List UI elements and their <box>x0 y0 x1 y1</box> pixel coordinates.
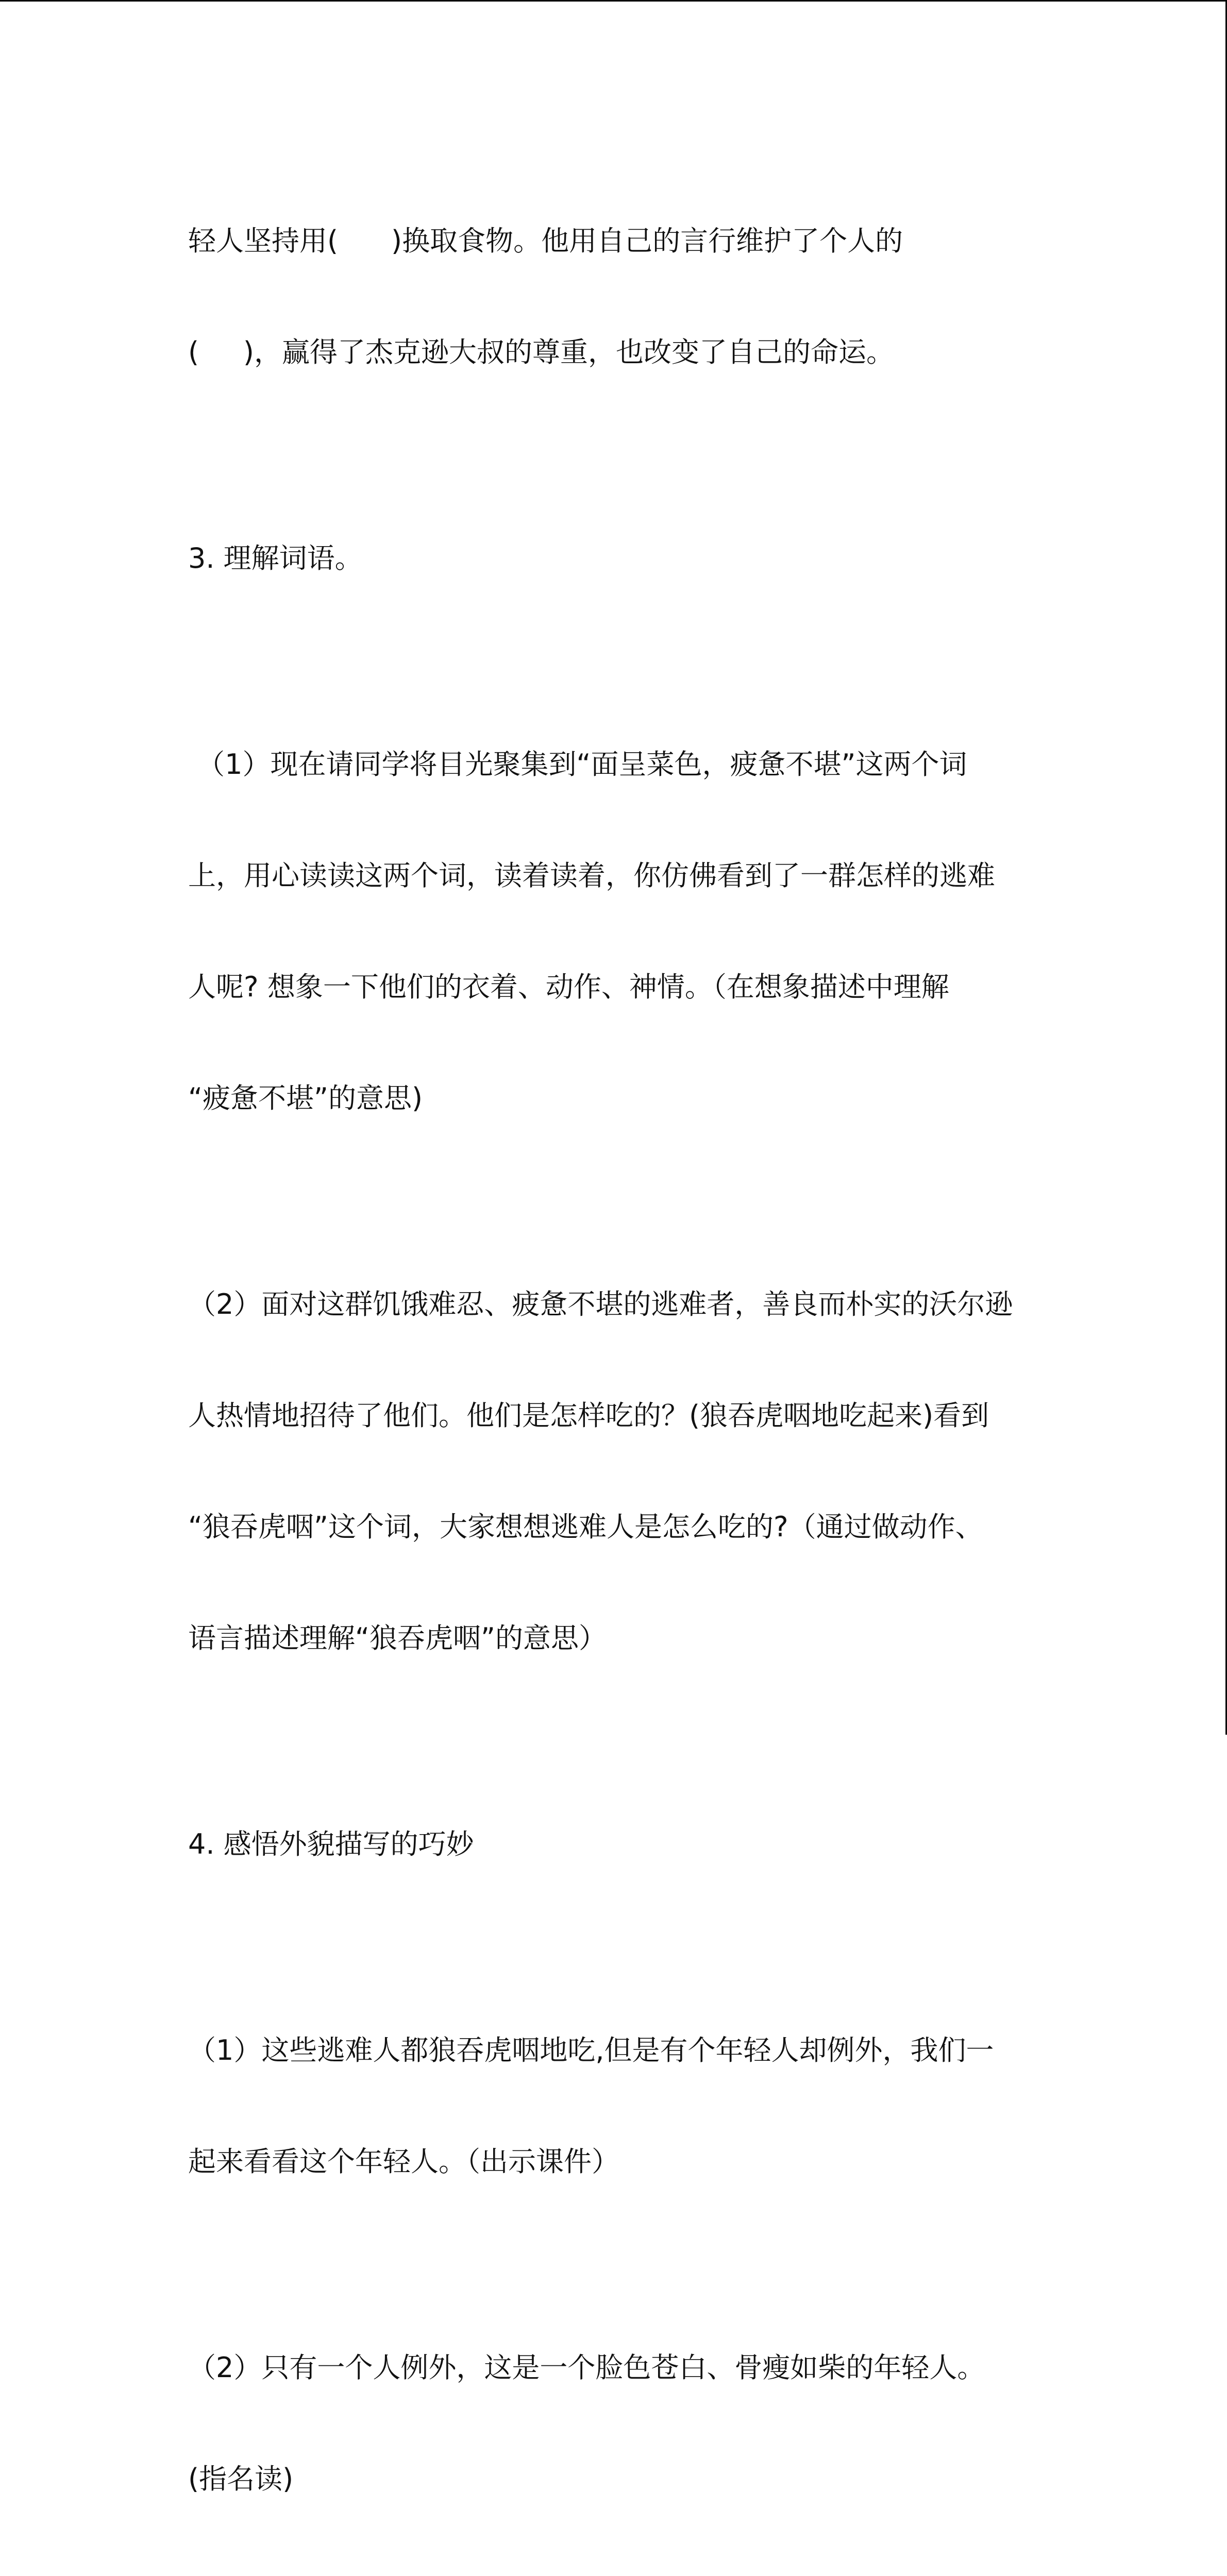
text-line: “狼吞虎咽”这个词，大家想想逃难人是怎么吃的?（通过做动作、 <box>188 1511 983 1543</box>
text-line: 轻人坚持用( )换取食物。他用自己的言行维护了个人的 <box>188 225 903 257</box>
text-line: 4. 感悟外貌描写的巧妙 <box>188 1828 474 1860</box>
text-line: 起来看看这个年轻人。（出示课件） <box>188 2145 619 2178</box>
paragraph-appearance-1 <box>188 1958 1044 2255</box>
text-line: 人热情地招待了他们。他们是怎样吃的？(狼吞虎咽地吃起来)看到 <box>188 1399 989 1432</box>
text-line: 人呢? 想象一下他们的衣着、动作、神情。（在想象描述中理解 <box>188 971 949 1003</box>
text-line: （1）现在请同学将目光聚集到“面呈菜色，疲惫不堪”这两个词 <box>188 748 967 781</box>
text-line: （1）这些逃难人都狼吞虎咽地吃,但是有个年轻人却例外，我们一 <box>188 2034 994 2066</box>
section-heading-understand-words <box>188 466 1044 651</box>
paragraph-fill-in-blank <box>188 148 1044 445</box>
paragraph-item-1 <box>188 672 1044 1191</box>
text-line: “疲惫不堪”的意思) <box>188 1082 423 1114</box>
text-line: 语言描述理解“狼吞虎咽”的意思） <box>188 1622 607 1654</box>
document-body <box>188 148 1044 2576</box>
paragraph-item-2 <box>188 1212 1044 1731</box>
text-line: (指名读) <box>188 2463 294 2495</box>
text-line: 上，用心读读这两个词，读着读着，你仿佛看到了一群怎样的逃难 <box>188 859 995 892</box>
text-line: （2）只有一个人例外，这是一个脸色苍白、骨瘦如柴的年轻人。 <box>188 2351 985 2384</box>
text-line: 3. 理解词语。 <box>188 542 363 574</box>
section-heading-appearance <box>188 1752 1044 1937</box>
paragraph-appearance-2 <box>188 2275 1044 2572</box>
text-line: ( )，赢得了杰克逊大叔的尊重，也改变了自己的命运。 <box>188 336 894 368</box>
page-top-border <box>0 0 1227 2</box>
text-line: （2）面对这群饥饿难忍、疲惫不堪的逃难者，善良而朴实的沃尔逊 <box>188 1288 1013 1320</box>
